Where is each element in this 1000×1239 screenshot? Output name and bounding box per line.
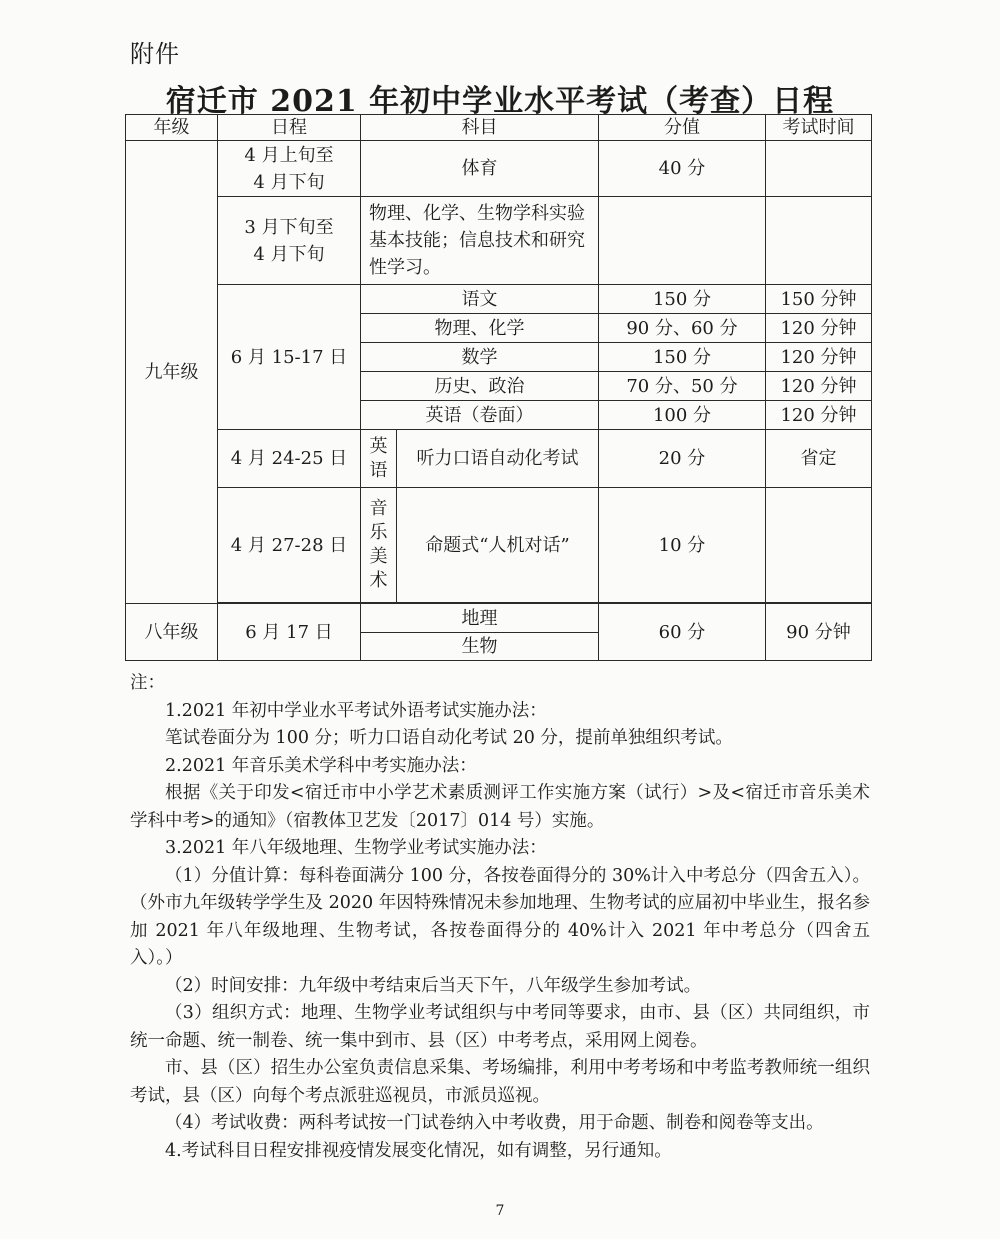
table-row bbox=[126, 430, 872, 488]
subject-cell: 语文 bbox=[361, 285, 599, 314]
document-title: 宿迁市 2021 年初中学业水平考试（考查）日程 bbox=[165, 84, 835, 119]
date-cell: 4 月 24-25 日 bbox=[218, 430, 361, 488]
subject-cell: 命题式“人机对话” bbox=[397, 488, 599, 603]
table-header-row bbox=[126, 115, 872, 141]
note-paragraph: 4.考试科目日程安排视疫情发展变化情况，如有调整，另行通知。 bbox=[165, 1140, 672, 1161]
page-number: 7 bbox=[495, 1203, 505, 1219]
header-grade: 年级 bbox=[126, 115, 218, 141]
score-cell: 150 分 bbox=[599, 343, 766, 372]
table-row bbox=[126, 197, 872, 285]
grade-cell: 九年级 bbox=[126, 141, 218, 604]
subject-cell: 历史、政治 bbox=[361, 372, 599, 401]
table-row bbox=[126, 285, 872, 314]
note-paragraph: （1）分值计算：每科卷面满分 100 分，各按卷面得分的 30%计入中考总分（四舍五入）。（外市九年级转学学生及 2020 年因特殊情况未参加地理、生物考试的应届初中毕业生，报名参加 2021 年八年级地理、生物考试，各按卷面得分的 40%计入 2021 年中考总分（四舍五入）。） bbox=[130, 865, 870, 968]
subject-cell: 生物 bbox=[361, 633, 599, 661]
note-paragraph: 1.2021 年初中学业水平考试外语考试实施办法： bbox=[165, 700, 547, 721]
date-cell: 6 月 15-17 日 bbox=[218, 285, 361, 430]
score-cell: 10 分 bbox=[599, 488, 766, 603]
score-cell: 90 分、60 分 bbox=[599, 314, 766, 343]
grade-cell: 八年级 bbox=[126, 604, 218, 661]
note-paragraph: 笔试卷面分为 100 分；听力口语自动化考试 20 分，提前单独组织考试。 bbox=[165, 728, 733, 748]
note-paragraph: 3.2021 年八年级地理、生物学业考试实施办法： bbox=[165, 838, 547, 858]
notes-label: 注： bbox=[130, 673, 165, 693]
duration-cell: 90 分钟 bbox=[766, 604, 872, 661]
score-cell: 100 分 bbox=[599, 401, 766, 430]
subject-cell: 物理、化学 bbox=[361, 314, 599, 343]
duration-cell: 120 分钟 bbox=[766, 314, 872, 343]
note-paragraph: （4）考试收费：两科考试按一门试卷纳入中考收费，用于命题、制卷和阅卷等支出。 bbox=[165, 1113, 824, 1133]
subject-cell: 物理、化学、生物学科实验基本技能；信息技术和研究性学习。 bbox=[361, 197, 599, 285]
date-cell: 4 月 27-28 日 bbox=[218, 488, 361, 603]
category-cell: 英 语 bbox=[361, 430, 397, 488]
date-cell: 6 月 17 日 bbox=[218, 604, 361, 661]
score-cell: 60 分 bbox=[599, 604, 766, 661]
note-paragraph: （3）组织方式：地理、生物学业考试组织与中考同等要求，由市、县（区）共同组织，市统一命题、统一制卷、统一集中到市、县（区）中考考点，采用网上阅卷。 bbox=[130, 1003, 870, 1051]
date-cell: 4 月上旬至 4 月下旬 bbox=[218, 141, 361, 197]
subject-cell: 地理 bbox=[361, 604, 599, 633]
header-score: 分值 bbox=[599, 115, 766, 141]
duration-cell: 120 分钟 bbox=[766, 401, 872, 430]
score-cell: 40 分 bbox=[599, 141, 766, 197]
header-schedule: 日程 bbox=[218, 115, 361, 141]
subject-cell: 英语（卷面） bbox=[361, 401, 599, 430]
duration-cell: 120 分钟 bbox=[766, 372, 872, 401]
table-row bbox=[126, 488, 872, 603]
note-paragraph: （2）时间安排：九年级中考结束后当天下午，八年级学生参加考试。 bbox=[165, 975, 702, 996]
header-duration: 考试时间 bbox=[766, 115, 872, 141]
note-paragraph: 根据《关于印发<宿迁市中小学艺术素质测评工作实施方案（试行）>及<宿迁市音乐美术学科中考>的通知》（宿教体卫艺发〔2017〕014 号）实施。 bbox=[130, 783, 870, 831]
duration-cell: 省定 bbox=[766, 430, 872, 488]
notes-section bbox=[130, 670, 870, 1165]
score-cell: 150 分 bbox=[599, 285, 766, 314]
subject-cell: 体育 bbox=[361, 141, 599, 197]
duration-cell: 120 分钟 bbox=[766, 343, 872, 372]
subject-cell: 数学 bbox=[361, 343, 599, 372]
duration-cell: 150 分钟 bbox=[766, 285, 872, 314]
duration-cell bbox=[766, 141, 872, 197]
score-cell bbox=[599, 197, 766, 285]
table-row bbox=[126, 141, 872, 197]
schedule-table bbox=[125, 114, 872, 661]
category-cell: 音 乐 美 术 bbox=[361, 488, 397, 603]
note-paragraph: 市、县（区）招生办公室负责信息采集、考场编排，利用中考考场和中考监考教师统一组织考试，县（区）向每个考点派驻巡视员，市派员巡视。 bbox=[130, 1058, 870, 1106]
attachment-label: 附件 bbox=[130, 40, 180, 68]
score-cell: 20 分 bbox=[599, 430, 766, 488]
note-paragraph: 2.2021 年音乐美术学科中考实施办法： bbox=[165, 755, 477, 776]
header-subject: 科目 bbox=[361, 115, 599, 141]
subject-cell: 听力口语自动化考试 bbox=[397, 430, 599, 488]
duration-cell bbox=[766, 197, 872, 285]
score-cell: 70 分、50 分 bbox=[599, 372, 766, 401]
duration-cell bbox=[766, 488, 872, 603]
table-row bbox=[126, 604, 872, 633]
date-cell: 3 月下旬至 4 月下旬 bbox=[218, 197, 361, 285]
